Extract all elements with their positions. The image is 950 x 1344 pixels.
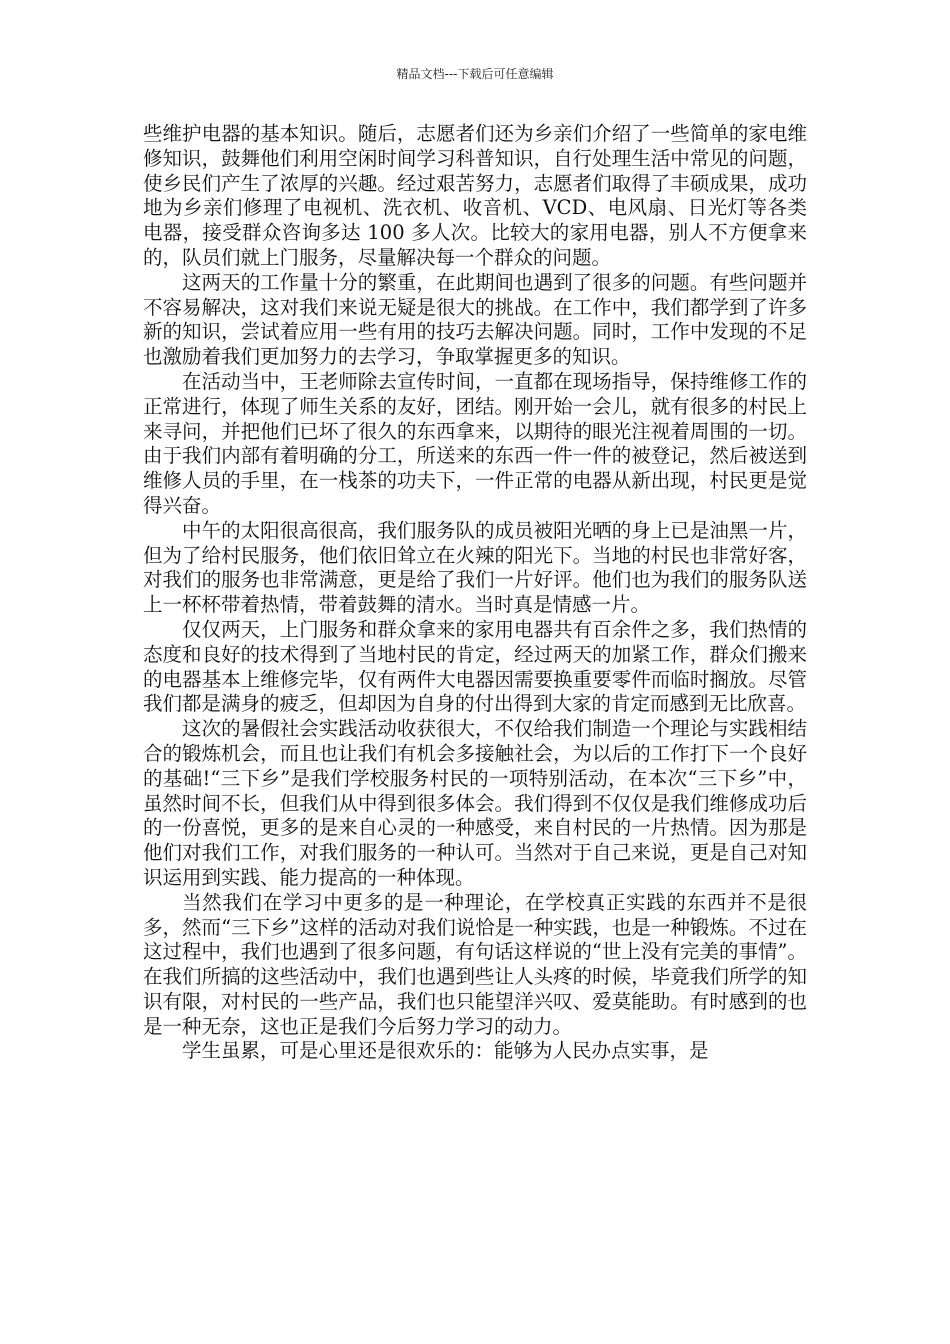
paragraph-6: 这次的暑假社会实践活动收获很大，不仅给我们制造一个理论与实践相结合的锻炼机会，而且也让我们有机会多接触社会，为以后的工作打下一个良好的基础!“三下乡”是我们学校服务村民的一项特别活动，在本次“三下乡”中，虽然时间不长，但我们从中得到很多体会。我们得到不仅仅是我们维修成功后的一份喜悦，更多的是来自心灵的一种感受，来自村民的一片热情。因为那是他们对我们工作，对我们服务的一种认可。当然对于自己来说，更是自己对知识运用到实践、能力提高的一种体现。 bbox=[143, 717, 807, 889]
paragraph-4: 中午的太阳很高很高，我们服务队的成员被阳光晒的身上已是油黑一片，但为了给村民服务，他们依旧耸立在火辣的阳光下。当地的村民也非常好客，对我们的服务也非常满意，更是给了我们一片好评。他们也为我们的服务队送上一杯杯带着热情，带着鼓舞的清水。当时真是情感一片。 bbox=[143, 518, 807, 617]
paragraph-1: 些维护电器的基本知识。随后，志愿者们还为乡亲们介绍了一些简单的家电维修知识，鼓舞他们利用空闲时间学习科普知识，自行处理生活中常见的问题，使乡民们产生了浓厚的兴趣。经过艰苦努力，志愿者们取得了丰硕成果，成功地为乡亲们修理了电视机、洗衣机、收音机、VCD、电风扇、日光灯等各类电器，接受群众咨询多达 100 多人次。比较大的家用电器，别人不方便拿来的，队员们就上门服务，尽量解决每一个群众的问题。 bbox=[143, 122, 807, 269]
paragraph-7: 当然我们在学习中更多的是一种理论，在学校真正实践的东西并不是很多，然而“三下乡”这样的活动对我们说恰是一种实践，也是一种锻炼。不过在这过程中，我们也遇到了很多问题，有句话这样说的“世上没有完美的事情”。在我们所搞的这些活动中，我们也遇到些让人头疼的时候，毕竟我们所学的知识有限，对村民的一些产品，我们也只能望洋兴叹、爱莫能助。有时感到的也是一种无奈，这也正是我们今后努力学习的动力。 bbox=[143, 890, 807, 1038]
paragraph-5: 仅仅两天，上门服务和群众拿来的家用电器共有百余件之多，我们热情的态度和良好的技术得到了当地村民的肯定，经过两天的加紧工作，群众们搬来的电器基本上维修完毕，仅有两件大电器因需要换重要零件而临时搁放。尽管我们都是满身的疲乏，但却因为自身的付出得到大家的肯定而感到无比欣喜。 bbox=[143, 617, 807, 716]
paragraph-2: 这两天的工作量十分的繁重，在此期间也遇到了很多的问题。有些问题并不容易解决，这对我们来说无疑是很大的挑战。在工作中，我们都学到了许多新的知识，尝试着应用一些有用的技巧去解决问题。同时，工作中发现的不足也激励着我们更加努力的去学习，争取掌握更多的知识。 bbox=[143, 270, 807, 369]
paragraph-8: 学生虽累，可是心里还是很欢乐的：能够为人民办点实事，是 bbox=[182, 1039, 709, 1063]
page-header: 精品文档---下载后可任意编辑 bbox=[396, 67, 554, 81]
document-body bbox=[143, 122, 807, 1064]
paragraph-3: 在活动当中，王老师除去宣传时间，一直都在现场指导，保持维修工作的正常进行，体现了师生关系的友好，团结。刚开始一会儿，就有很多的村民上来寻问，并把他们已坏了很久的东西拿来，以期待的眼光注视着周围的一切。由于我们内部有着明确的分工，所送来的东西一件一件的被登记，然后被送到维修人员的手里，在一栈茶的功夫下，一件正常的电器从新出现，村民更是觉得兴奋。 bbox=[143, 369, 807, 517]
